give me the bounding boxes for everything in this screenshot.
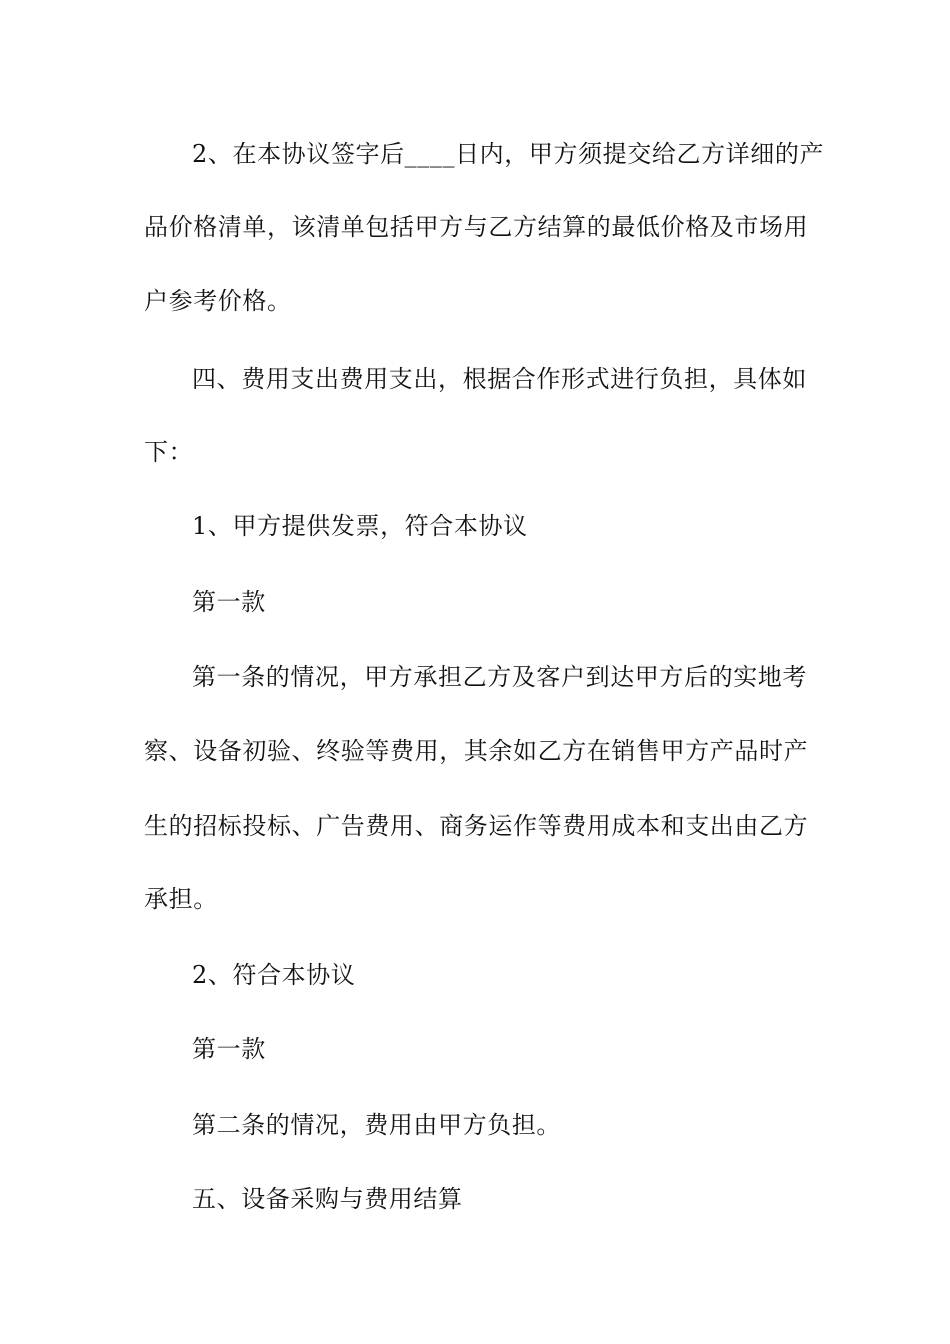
paragraph-line: 户参考价格。 [144,287,292,315]
paragraph-line: 察、设备初验、终验等费用，其余如乙方在销售甲方产品时产 [144,737,809,765]
paragraph-line: 1、甲方提供发票，符合本协议 [192,512,528,540]
paragraph-line: 第一款 [192,588,266,616]
paragraph-line: 第二条的情况，费用由甲方负担。 [192,1111,561,1139]
paragraph-line: 生的招标投标、广告费用、商务运作等费用成本和支出由乙方 [144,812,809,840]
section-heading-line: 五、设备采购与费用结算 [192,1185,463,1213]
paragraph-line: 第一条的情况，甲方承担乙方及客户到达甲方后的实地考 [192,663,807,691]
paragraph-line: 第一款 [192,1035,266,1063]
paragraph-line: 2、在本协议签字后____日内，甲方须提交给乙方详细的产 [192,140,825,168]
paragraph-line: 下： [144,438,194,466]
paragraph-line: 承担。 [144,885,218,913]
section-heading-line: 四、费用支出费用支出，根据合作形式进行负担，具体如 [192,365,807,393]
paragraph-line: 品价格清单，该清单包括甲方与乙方结算的最低价格及市场用 [144,213,809,241]
paragraph-line: 2、符合本协议 [192,961,356,989]
